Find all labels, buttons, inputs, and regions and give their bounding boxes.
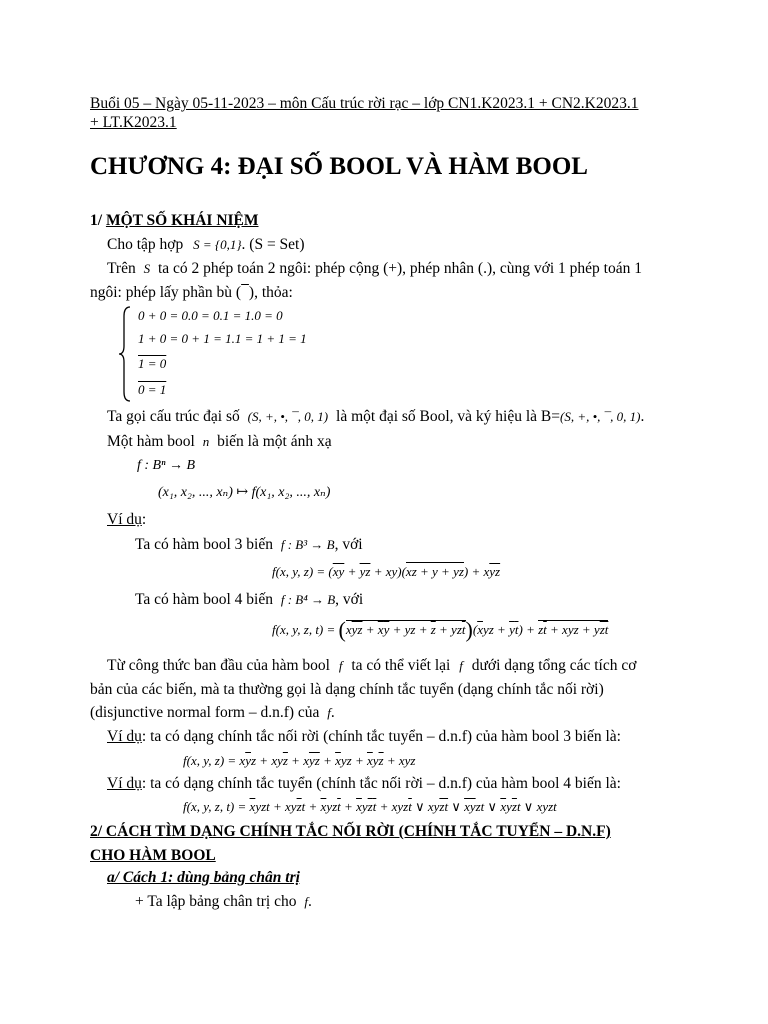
dnf3-label: Ví dụ <box>107 728 142 745</box>
example-label <box>107 510 146 530</box>
dnf4-text: ta có dạng chính tắc tuyển (chính tắc nối rời – d.n.f) của hàm bool 4 biến là: <box>150 775 621 792</box>
section1-heading <box>90 211 259 231</box>
dnf-4var-formula: f(x, y, z, $t) = \overline{x}yzt + xy\overline{z}t + \overline{x}yz\overline{t} + \overline{x}y\overline{z}\overline{t} + xyz\overline{t}$ ∨ $xy\overline{zt}$ ∨ $\overline{xy}zt$ ∨ $\overline{x}y\overline{z}t$ ∨ xyzt <box>183 799 557 814</box>
formula-4var: f(x, y, z, $t) = (x\overline{yz} + \overline{x}\overline{y}$ + yz + $\overline{z} + yz\overline{t})(\overline{x}yz + \overline{y}\overline{t}) + z\overline{t}$ + xyz + $y\overline{zt}$ <box>272 617 609 642</box>
dnf4-label: Ví dụ <box>107 775 142 792</box>
dnf-3var-formula: f(x, y, $z) = x\overline{y}z + xy\overline{z} + x\overline{yz} + \overline{x}yz + \overline{x}y\overline{z}$ + xyz <box>183 753 416 768</box>
method1-heading <box>107 868 300 888</box>
dnf3-colon: : <box>141 728 147 745</box>
dnf-3var-intro <box>107 727 621 747</box>
section1-number: 1/ <box>90 212 103 229</box>
section2-heading-line1 <box>90 822 611 842</box>
step1-text: + Ta lập bảng chân trị cho <box>135 893 297 910</box>
rules-brace <box>118 306 132 402</box>
example-4var <box>135 590 363 610</box>
dnf-paragraph-line3 <box>90 703 335 723</box>
struct-math: (S, +, •, ¯, 0, 1) <box>247 409 329 424</box>
dnf-paragraph-line2: bản của các biến, mà ta thường gọi là dạng chính tắc tuyển (dạng chính tắc nối rời) <box>90 681 604 698</box>
step1-f: f <box>304 894 308 909</box>
set-intro-text: Cho tập hợp <box>107 236 184 253</box>
fn-text-a: Một hàm bool <box>107 433 195 450</box>
example-3var <box>135 535 363 555</box>
rule-row-2: 1 + 0 = 0 + 1 = 1.1 = 1 + 1 = 1 <box>138 331 307 346</box>
method1-title: a/ Cách 1: dùng bảng chân trị <box>107 869 300 886</box>
set-math: S = {0,1} <box>193 237 242 252</box>
para3-f: f <box>327 705 331 720</box>
example-label-text: Ví dụ <box>107 511 142 528</box>
dnf-4var-intro <box>107 774 621 794</box>
ops-text-a: Trên <box>107 260 136 277</box>
para1-text-c: dưới dạng tổng các tích cơ <box>471 657 637 674</box>
method1-step1 <box>135 892 312 912</box>
bool-algebra-definition <box>107 407 644 427</box>
para1-f1: f <box>338 658 343 673</box>
dnf4-colon: : <box>141 775 147 792</box>
rule-row-4-text: 0 = 1 <box>138 382 167 397</box>
struct-text-b: là một đại số Bool, và ký hiệu là B= <box>336 408 561 425</box>
ops-text-b: ta có 2 phép toán 2 ngôi: phép cộng (+), phép nhân (.), cùng với 1 phép toán 1 <box>157 260 642 277</box>
ex3-math: f : B³ → B <box>280 537 335 552</box>
ops-text-d: ), thỏa: <box>248 284 293 301</box>
para1-text-a: Từ công thức ban đầu của hàm bool <box>107 657 330 674</box>
ex4-math: f : B⁴ → B <box>280 592 336 607</box>
para1-text-b: ta có thể viết lại <box>351 657 451 674</box>
section2-heading-line2 <box>90 846 216 866</box>
dnf-paragraph-line1 <box>107 656 636 676</box>
fn-text-b: biến là một ánh xạ <box>217 433 332 450</box>
dnf3-text: ta có dạng chính tắc nối rời (chính tắc tuyển – d.n.f) của hàm bool 3 biến là: <box>150 728 621 745</box>
mapping-line2: (x₁, x₂, ..., xₙ) ↦ f(x₁, x₂, ..., xₙ) <box>158 485 331 500</box>
bool-function-definition <box>107 432 332 452</box>
ex3-text-b: , với <box>334 536 363 553</box>
operations-line2 <box>90 283 293 303</box>
para3-text-b: . <box>330 704 335 721</box>
ops-set-symbol: S <box>143 261 151 276</box>
ex3-text-a: Ta có hàm bool 3 biến <box>135 536 273 553</box>
set-definition <box>107 235 305 255</box>
session-header-line2: + LT.K2023.1 <box>90 114 177 131</box>
struct-text-c: . <box>640 408 645 425</box>
session-header-line1: Buổi 05 – Ngày 05-11-2023 – môn Cấu trúc rời rạc – lớp CN1.K2023.1 + CN2.K2023.1 <box>90 95 639 112</box>
section2-title-line2: CHO HÀM BOOL <box>90 847 216 864</box>
ex4-text-a: Ta có hàm bool 4 biến <box>135 591 273 608</box>
set-note: . (S = Set) <box>241 236 305 253</box>
chapter-title: CHƯƠNG 4: ĐẠI SỐ BOOL VÀ HÀM BOOL <box>90 153 588 180</box>
section2-title-line1: 2/ CÁCH TÌM DẠNG CHÍNH TẮC NỐI RỜI (CHÍNH TẮC TUYỂN – D.N.F) <box>90 823 611 840</box>
ex4-text-b: , với <box>335 591 364 608</box>
rule-row-3 <box>138 356 166 372</box>
example-label-colon: : <box>141 511 147 528</box>
complement-symbol <box>241 285 249 300</box>
operations-line1 <box>107 259 642 279</box>
formula-3var: f(x, y, $z) = (\overline{xy} + \overline{yz} + xy)(xz + y + yz) + x\overline{yz}$ <box>272 564 501 579</box>
mapping-line1: f : Bⁿ → B <box>137 458 196 473</box>
struct-math-2: (S, +, •, ¯, 0, 1) <box>560 409 641 424</box>
rule-row-3-text: 1 = 0 <box>138 356 167 371</box>
rule-row-4 <box>138 382 166 398</box>
rule-row-1: 0 + 0 = 0.0 = 0.1 = 1.0 = 0 <box>138 308 283 323</box>
section1-title: MỘT SỐ KHÁI NIỆM <box>105 212 259 229</box>
para3-text-a: (disjunctive normal form – d.n.f) của <box>90 704 320 721</box>
fn-n-symbol: n <box>202 434 210 449</box>
step1-period: . <box>307 893 312 910</box>
para1-f2: f <box>459 658 463 673</box>
ops-text-c: ngôi: phép lấy phần bù ( <box>90 284 242 301</box>
struct-text-a: Ta gọi cấu trúc đại số <box>107 408 240 425</box>
